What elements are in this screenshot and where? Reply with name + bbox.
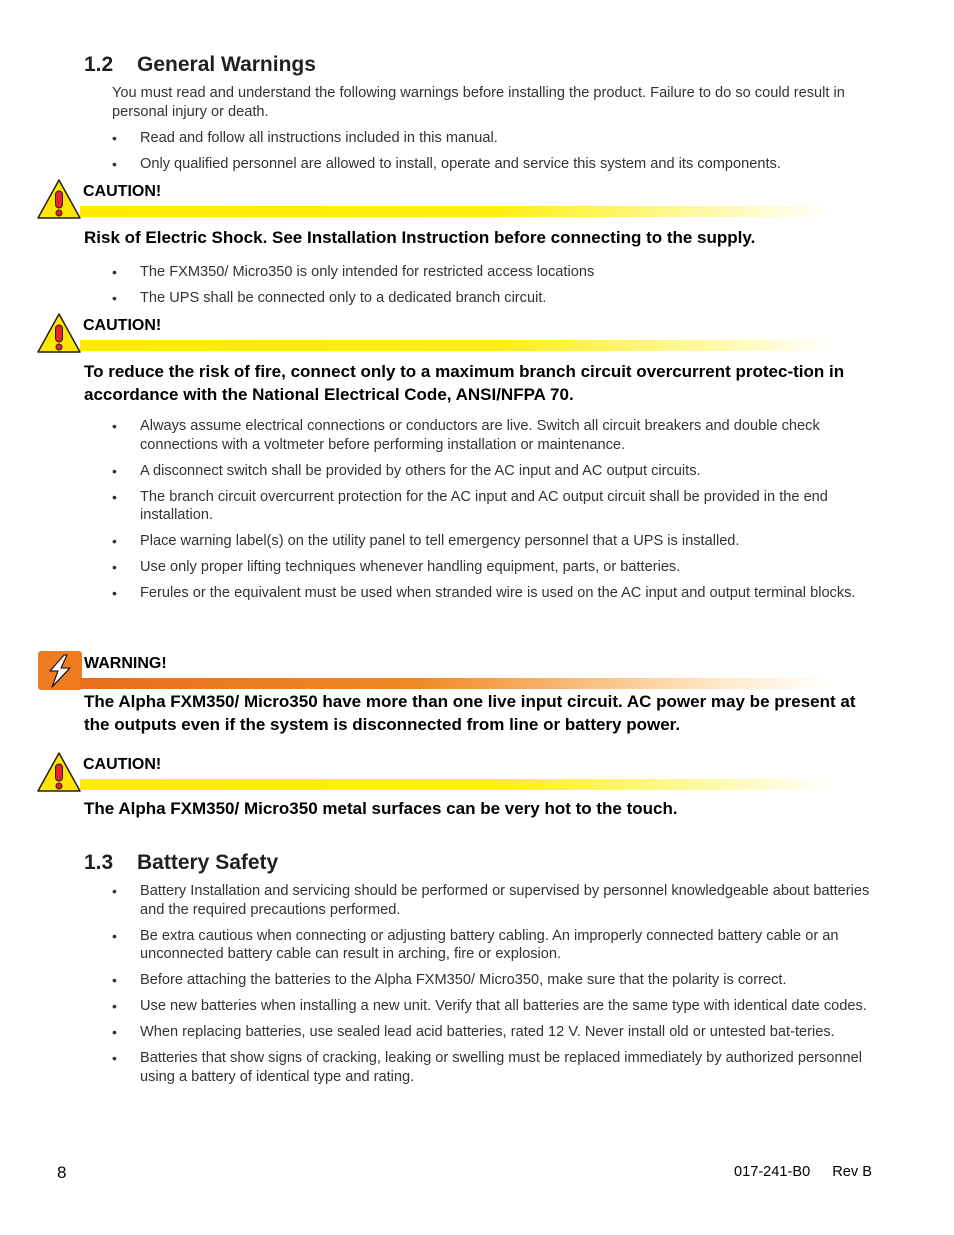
caution-2-list: [112, 417, 872, 610]
list-item: • Use new batteries when installing a new unit. Verify that all batteries are the same type with identical date codes.: [112, 997, 872, 1016]
battery-safety-list: [112, 882, 872, 1094]
warning-label: WARNING!: [84, 655, 167, 672]
document-id: [734, 1164, 872, 1180]
list-item: • Always assume electrical connections or conductors are live. Switch all circuit breakers and double check connections with a voltmeter before performing installation or maintenance.: [112, 417, 872, 454]
electrical-hazard-icon: [36, 650, 82, 692]
list-item: • Battery Installation and servicing should be performed or supervised by personnel knowledgeable about batteries and the required precautions performed.: [112, 882, 872, 919]
revision: Rev B: [832, 1164, 872, 1180]
page-number: 8: [57, 1163, 67, 1182]
list-item: • The UPS shall be connected only to a dedicated branch circuit.: [112, 289, 872, 308]
caution-text-2: To reduce the risk of fire, connect only to a maximum branch circuit overcurrent protec-tion in accordance with the National Electrical Code, ANSI/NFPA 70.: [84, 362, 845, 404]
list-item: • The branch circuit overcurrent protection for the AC input and AC output circuit shall be provided in the end installation.: [112, 488, 872, 525]
warning-bar: [80, 678, 832, 689]
list-item: • Ferules or the equivalent must be used when stranded wire is used on the AC input and output terminal blocks.: [112, 584, 872, 603]
section-title-battery-safety: [84, 851, 278, 875]
list-item: • Batteries that show signs of cracking, leaking or swelling must be replaced immediately by authorized personnel using a battery of identical type and rating.: [112, 1049, 872, 1086]
caution-text-1: Risk of Electric Shock. See Installation Instruction before connecting to the supply.: [84, 228, 756, 247]
general-warnings-intro: You must read and understand the following warnings before installing the product. Failure to do so could result in personal injury or death.: [112, 85, 845, 120]
list-item: • Only qualified personnel are allowed to install, operate and service this system and its components.: [112, 155, 872, 174]
caution-label: CAUTION!: [83, 756, 162, 773]
list-item: • When replacing batteries, use sealed lead acid batteries, rated 12 V. Never install old or untested bat-teries.: [112, 1023, 872, 1042]
list-item: • Before attaching the batteries to the Alpha FXM350/ Micro350, make sure that the polarity is correct.: [112, 971, 872, 990]
caution-bar: [80, 779, 832, 790]
list-item: • Use only proper lifting techniques whenever handling equipment, parts, or batteries.: [112, 558, 872, 577]
section-title-general-warnings: [84, 53, 316, 77]
caution-label: CAUTION!: [83, 317, 162, 334]
caution-1-list: [112, 263, 872, 315]
general-warnings-list: [112, 129, 872, 181]
doc-id: 017-241-B0: [733, 1164, 811, 1180]
list-item: • The FXM350/ Micro350 is only intended for restricted access locations: [112, 263, 872, 282]
warning-header: [36, 650, 836, 694]
section-title-text: General Warnings: [137, 53, 316, 76]
caution-label: CAUTION!: [83, 183, 162, 200]
caution-header-1: [36, 178, 836, 222]
caution-bar: [80, 340, 832, 351]
caution-bar: [80, 206, 832, 217]
caution-header-3: [36, 751, 836, 795]
list-item: • Place warning label(s) on the utility panel to tell emergency personnel that a UPS is installed.: [112, 532, 872, 551]
section-number: 1.3: [84, 851, 114, 874]
caution-text-3: The Alpha FXM350/ Micro350 metal surfaces can be very hot to the touch.: [84, 799, 678, 818]
section-title-text: Battery Safety: [137, 851, 279, 874]
section-number: 1.2: [84, 53, 114, 76]
caution-triangle-icon: [36, 178, 82, 220]
caution-triangle-icon: [36, 751, 82, 793]
caution-triangle-icon: [36, 312, 82, 354]
warning-text: The Alpha FXM350/ Micro350 have more than one live input circuit. AC power may be present at the outputs even if the system is disconnected from line or battery power.: [84, 692, 856, 734]
caution-header-2: [36, 312, 836, 356]
list-item: • Read and follow all instructions included in this manual.: [112, 129, 872, 148]
list-item: • Be extra cautious when connecting or adjusting battery cabling. An improperly connected battery cable or an unconnected battery cable can result in arching, fire or explosion.: [112, 927, 872, 964]
list-item: • A disconnect switch shall be provided by others for the AC input and AC output circuits.: [112, 462, 872, 481]
